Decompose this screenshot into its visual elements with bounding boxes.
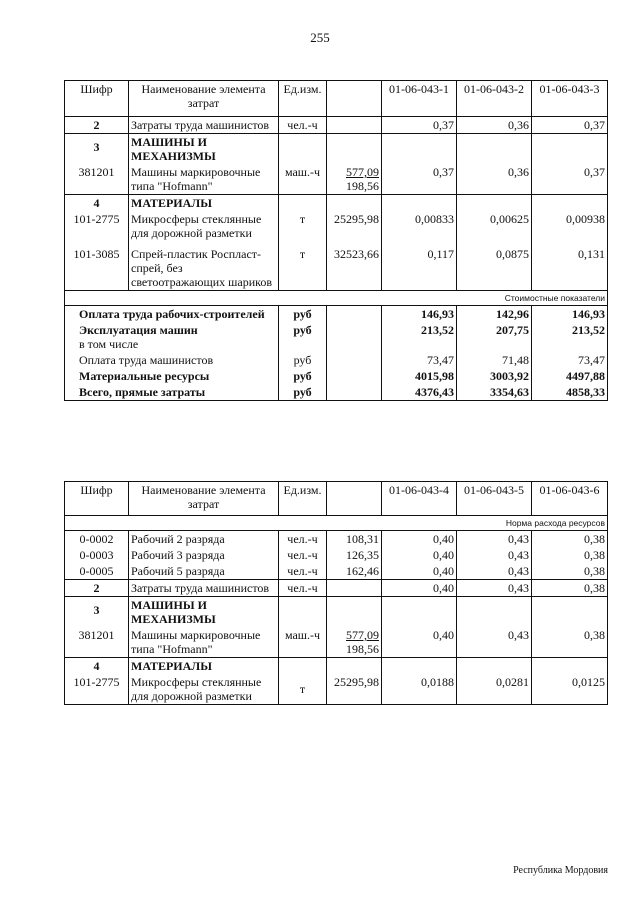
section-caption: Стоимостные показатели [65,291,608,306]
header-code: Шифр [65,81,129,117]
table-row [65,134,608,165]
row-code: 101-2775 [65,674,129,705]
row-price: 25295,98 [327,674,382,705]
row-value: 0,00833 [382,211,457,241]
summary-value: 213,52 [382,322,457,352]
resource-table-2 [64,481,608,705]
header-name: Наименование элемента затрат [129,482,279,516]
row-value: 0,38 [532,580,608,597]
row-value: 0,0188 [382,674,457,705]
section-title: МАШИНЫ И МЕХАНИЗМЫ [129,597,279,628]
summary-value: 207,75 [457,322,532,352]
section-code: 3 [65,134,129,165]
summary-label: Всего, прямые затраты [65,384,279,401]
row-price [327,580,382,597]
row-name: Машины маркировочные типа "Hofmann" [129,164,279,195]
summary-value: 73,47 [532,352,608,368]
summary-value: 73,47 [382,352,457,368]
header-name: Наименование элемента затрат [129,81,279,117]
summary-unit: руб [279,306,327,323]
row-value: 0,36 [457,117,532,134]
row-name: Рабочий 2 разряда [129,531,279,548]
table-header-row [65,482,608,516]
summary-row [65,306,608,323]
summary-value: 71,48 [457,352,532,368]
row-unit: т [279,674,327,705]
row-value: 0,38 [532,563,608,580]
row-value: 0,40 [382,547,457,563]
row-code: 0-0002 [65,531,129,548]
header-price [327,81,382,117]
row-value: 0,0281 [457,674,532,705]
summary-value: 146,93 [532,306,608,323]
summary-value: 146,93 [382,306,457,323]
section-title: МАТЕРИАЛЫ [129,195,279,212]
header-col-1: 01-06-043-1 [382,81,457,117]
table-row [65,627,608,658]
row-code: 101-3085 [65,241,129,291]
header-unit: Ед.изм. [279,482,327,516]
summary-label: Оплата труда рабочих-строителей [65,306,279,323]
row-price: 32523,66 [327,241,382,291]
row-code: 0-0005 [65,563,129,580]
row-value: 0,40 [382,580,457,597]
header-code: Шифр [65,482,129,516]
row-price [327,117,382,134]
summary-value: 4858,33 [532,384,608,401]
row-code: 2 [65,580,129,597]
summary-unit: руб [279,384,327,401]
row-unit: маш.-ч [279,627,327,658]
summary-row [65,352,608,368]
row-value: 0,37 [382,164,457,195]
table-row [65,164,608,195]
table-row [65,117,608,134]
row-price: 126,35 [327,547,382,563]
table-row [65,658,608,675]
row-unit: чел.-ч [279,547,327,563]
row-name: Рабочий 3 разряда [129,547,279,563]
summary-unit: руб [279,368,327,384]
table-header-row [65,81,608,117]
row-value: 0,0125 [532,674,608,705]
row-unit: чел.-ч [279,117,327,134]
table-row [65,547,608,563]
header-col-2: 01-06-043-2 [457,81,532,117]
table-row [65,241,608,291]
summary-value: 4376,43 [382,384,457,401]
row-price: 108,31 [327,531,382,548]
section-caption-row [65,516,608,531]
header-col-4: 01-06-043-4 [382,482,457,516]
summary-label: Эксплуатация машин в том числе [65,322,279,352]
summary-row [65,322,608,352]
section-caption: Норма расхода ресурсов [65,516,608,531]
summary-value: 3003,92 [457,368,532,384]
table-row [65,580,608,597]
header-price [327,482,382,516]
row-value: 0,43 [457,547,532,563]
table-row [65,211,608,241]
summary-label: Материальные ресурсы [65,368,279,384]
summary-label: Оплата труда машинистов [65,352,279,368]
summary-value: 4015,98 [382,368,457,384]
section-code: 4 [65,195,129,212]
header-col-5: 01-06-043-5 [457,482,532,516]
row-unit: чел.-ч [279,580,327,597]
row-value: 0,00625 [457,211,532,241]
header-col-6: 01-06-043-6 [532,482,608,516]
row-name: Микросферы стеклянные для дорожной разметки [129,211,279,241]
header-col-3: 01-06-043-3 [532,81,608,117]
row-value: 0,117 [382,241,457,291]
table-row [65,531,608,548]
row-value: 0,43 [457,627,532,658]
row-price: 162,46 [327,563,382,580]
row-value: 0,36 [457,164,532,195]
row-code: 101-2775 [65,211,129,241]
row-value: 0,37 [382,117,457,134]
summary-value: 213,52 [532,322,608,352]
row-value: 0,40 [382,563,457,580]
row-name: Рабочий 5 разряда [129,563,279,580]
row-value: 0,37 [532,164,608,195]
row-name: Спрей-пластик Роспласт-спрей, без светоотражающих шариков [129,241,279,291]
summary-value: 3354,63 [457,384,532,401]
summary-row [65,368,608,384]
row-value: 0,43 [457,531,532,548]
row-value: 0,40 [382,531,457,548]
row-name: Затраты труда машинистов [129,117,279,134]
row-name: Затраты труда машинистов [129,580,279,597]
row-value: 0,38 [532,531,608,548]
header-unit: Ед.изм. [279,81,327,117]
table-row [65,195,608,212]
row-unit: т [279,211,327,241]
row-code: 2 [65,117,129,134]
section-caption-row [65,291,608,306]
row-code: 0-0003 [65,547,129,563]
table-row [65,597,608,628]
row-code: 381201 [65,164,129,195]
row-value: 0,0875 [457,241,532,291]
table-row [65,563,608,580]
row-value: 0,131 [532,241,608,291]
row-value: 0,38 [532,547,608,563]
summary-value: 4497,88 [532,368,608,384]
row-value: 0,43 [457,580,532,597]
row-unit: чел.-ч [279,531,327,548]
resource-table-1 [64,80,608,401]
summary-row [65,384,608,401]
row-name: Микросферы стеклянные для дорожной разметки [129,674,279,705]
row-code: 381201 [65,627,129,658]
row-value: 0,40 [382,627,457,658]
row-unit: чел.-ч [279,563,327,580]
page-number: 255 [310,30,330,45]
summary-value: 142,96 [457,306,532,323]
row-value: 0,00938 [532,211,608,241]
table-row [65,674,608,705]
row-value: 0,38 [532,627,608,658]
summary-unit: руб [279,352,327,368]
row-value: 0,37 [532,117,608,134]
section-title: МАТЕРИАЛЫ [129,658,279,675]
row-price: 25295,98 [327,211,382,241]
section-code: 4 [65,658,129,675]
row-price: 577,09 198,56 [327,627,382,658]
section-code: 3 [65,597,129,628]
footer-region-name: Республика Мордовия [513,865,608,876]
row-unit: т [279,241,327,291]
summary-unit: руб [279,322,327,352]
row-name: Машины маркировочные типа "Hofmann" [129,627,279,658]
row-unit: маш.-ч [279,164,327,195]
row-value: 0,43 [457,563,532,580]
row-price: 577,09 198,56 [327,164,382,195]
section-title: МАШИНЫ И МЕХАНИЗМЫ [129,134,279,165]
